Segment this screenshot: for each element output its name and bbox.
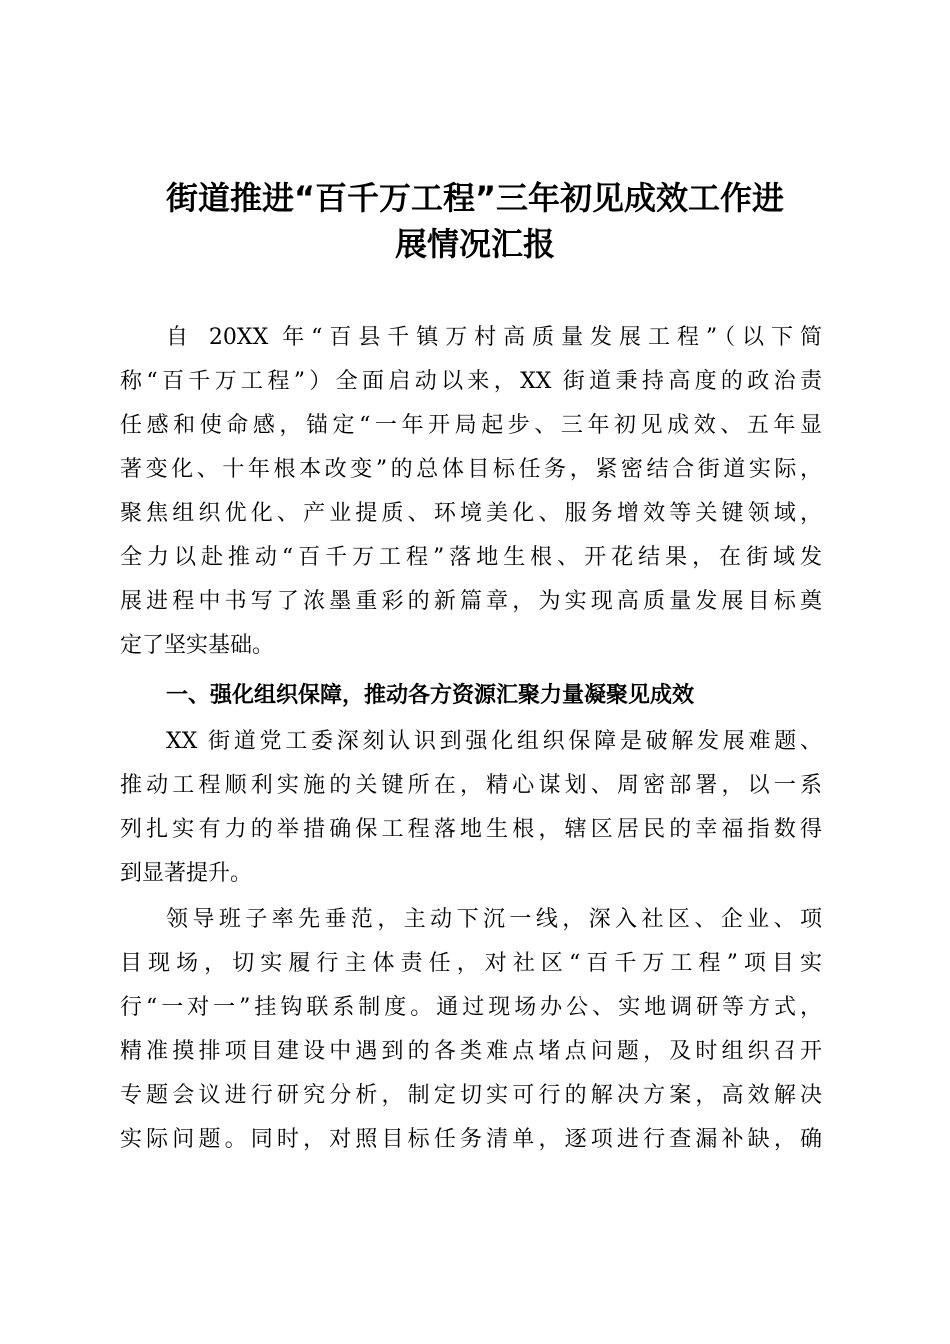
document-title-line-2: 展情况汇报 <box>394 225 555 263</box>
paragraph-2-line-3: 列扎实有力的举措确保工程落地生根，辖区居民的幸福指数得 <box>120 817 822 842</box>
paragraph-3-line-2: 目现场，切实履行主体责任，对社区“百千万工程”项目实 <box>120 951 822 976</box>
paragraph-1-line-2: 称“百千万工程”）全面启动以来，XX 街道秉持高度的政治责 <box>120 369 822 394</box>
section-heading-1: 一、强化组织保障，推动各方资源汇聚力量凝聚见成效 <box>166 683 695 708</box>
paragraph-2-line-2: 推动工程顺利实施的关键所在，精心谋划、周密部署，以一系 <box>120 773 822 798</box>
paragraph-3-line-1: 领导班子率先垂范，主动下沉一线，深入社区、企业、项 <box>166 907 822 932</box>
paragraph-3-line-3: 行“一对一”挂钩联系制度。通过现场办公、实地调研等方式， <box>120 995 822 1020</box>
paragraph-1-line-3: 任感和使命感，锚定“一年开局起步、三年初见成效、五年显 <box>120 413 822 438</box>
paragraph-1-line-8: 定了坚实基础。 <box>120 633 275 658</box>
paragraph-1-line-7: 展进程中书写了浓墨重彩的新篇章，为实现高质量发展目标奠 <box>120 589 822 614</box>
paragraph-3-line-6: 实际问题。同时，对照目标任务清单，逐项进行查漏补缺，确 <box>120 1127 822 1152</box>
paragraph-2-line-1: XX 街道党工委深刻认识到强化组织保障是破解发展难题、 <box>166 729 822 754</box>
paragraph-2-line-4: 到显著提升。 <box>120 861 253 886</box>
paragraph-1-line-5: 聚焦组织优化、产业提质、环境美化、服务增效等关键领域， <box>120 501 822 526</box>
paragraph-1-line-6: 全力以赴推动“百千万工程”落地生根、开花结果，在街域发 <box>120 545 822 570</box>
paragraph-3-line-5: 专题会议进行研究分析，制定切实可行的解决方案，高效解决 <box>120 1083 822 1108</box>
paragraph-1-line-1: 自 20XX 年“百县千镇万村高质量发展工程”（以下简 <box>166 325 822 350</box>
paragraph-3-line-4: 精准摸排项目建设中遇到的各类难点堵点问题，及时组织召开 <box>120 1039 822 1064</box>
paragraph-1-line-4: 著变化、十年根本改变”的总体目标任务，紧密结合街道实际， <box>120 457 822 482</box>
document-title-line-1: 街道推进“百千万工程”三年初见成效工作进 <box>165 179 785 217</box>
